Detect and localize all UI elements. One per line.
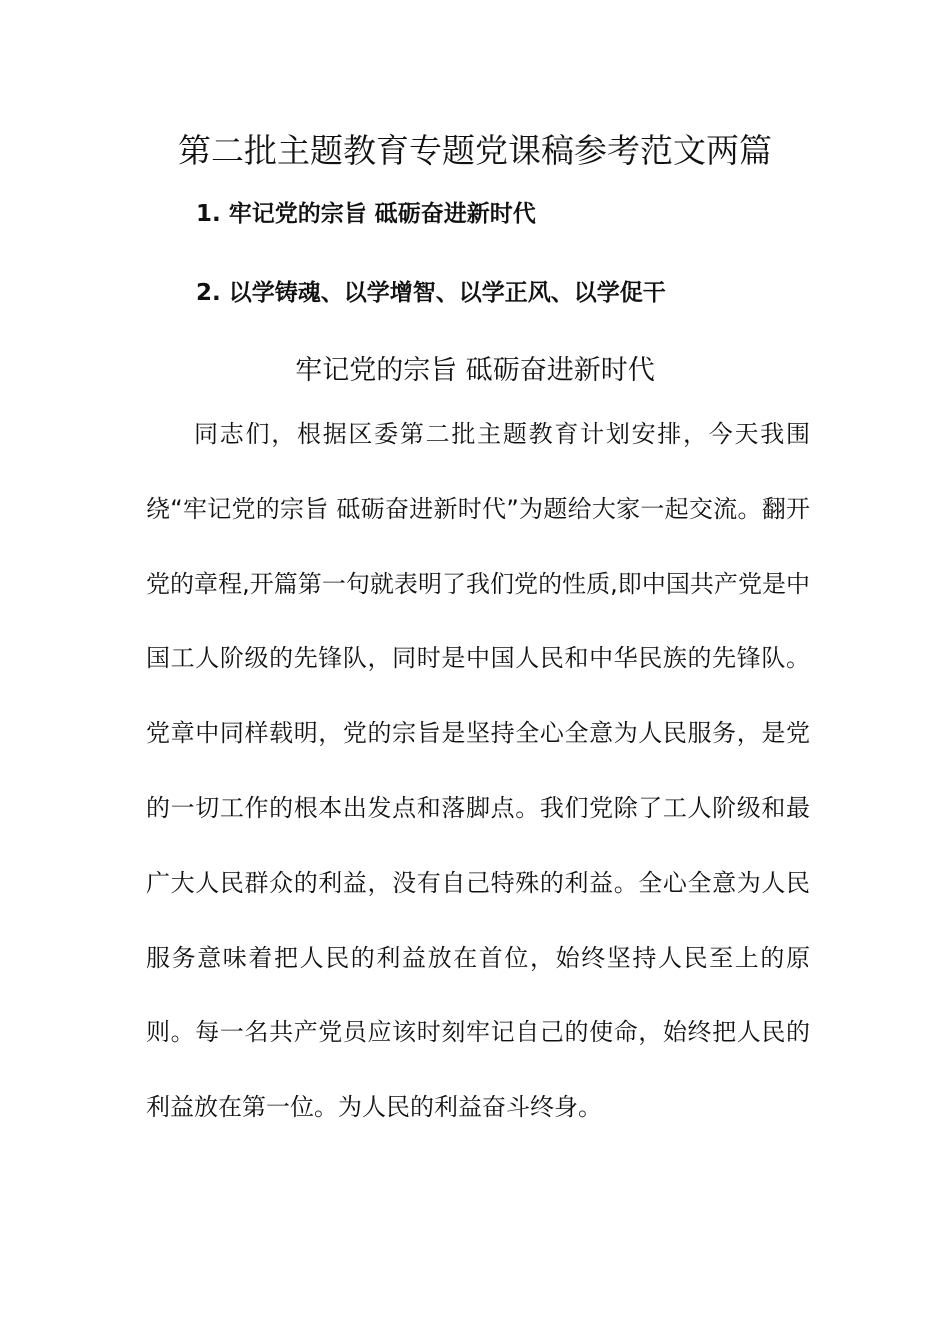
body-paragraph: 同志们，根据区委第二批主题教育计划安排，今天我围绕“牢记党的宗旨 砥砺奋进新时代”为题给大家一起交流。翻开党的章程,开篇第一句就表明了我们党的性质,即中国共产党是中国工人阶级的先锋队，同时是中国人民和中华民族的先锋队。党章中同样载明，党的宗旨是坚持全心全意为人民服务，是党的一切工作的根本出发点和落脚点。我们党除了工人阶级和最广大人民群众的利益，没有自己特殊的利益。全心全意为人民服务意味着把人民的利益放在首位，始终坚持人民至上的原则。每一名共产党员应该时刻牢记自己的使命，始终把人民的利益放在第一位。为人民的利益奋斗终身。 (146, 420, 810, 1122)
toc-item-2: 2. 以学铸魂、以学增智、以学正风、以学促干 (196, 280, 666, 306)
section-title: 牢记党的宗旨 砥砺奋进新时代 (295, 355, 655, 386)
document-title: 第二批主题教育专题党课稿参考范文两篇 (178, 131, 772, 170)
toc-item-1: 1. 牢记党的宗旨 砥砺奋进新时代 (196, 201, 536, 227)
